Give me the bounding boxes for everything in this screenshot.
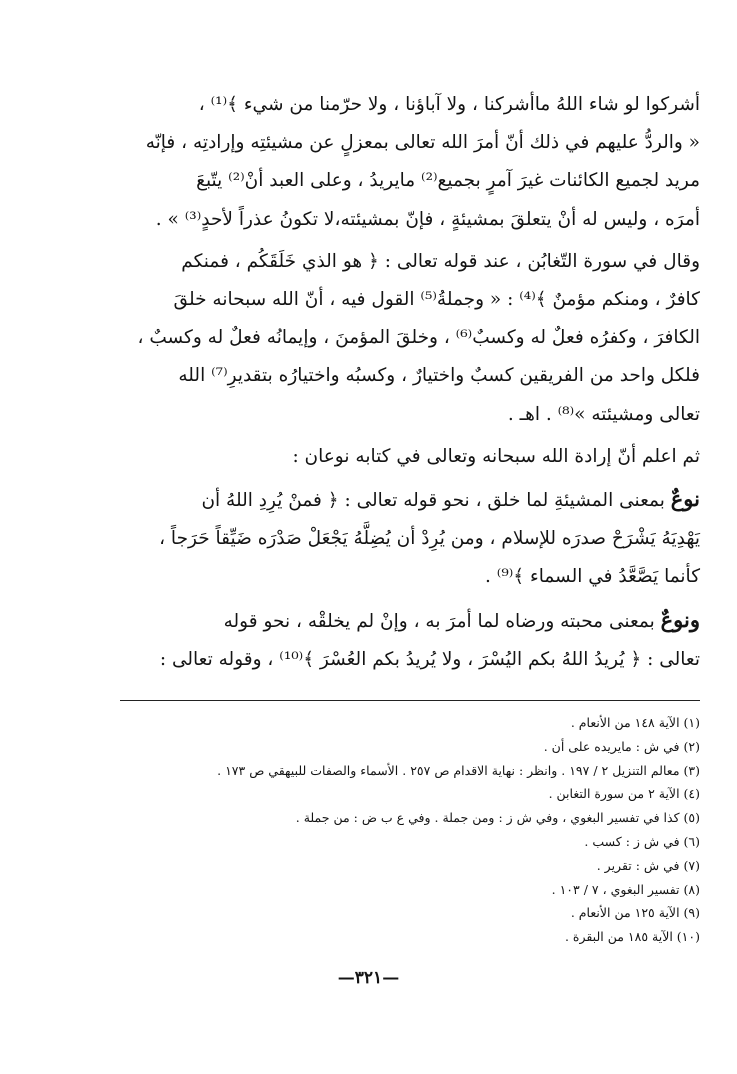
text-line: بمعنى المشيئةِ لما خلق ، نحو قوله تعالى : ﴿ فمنْ يُرِدِ اللهُ أن xyxy=(201,490,665,512)
text-line: كافرٌ ، ومنكم مؤمنٌ ﴾⁽⁴⁾ : « وجملةُ⁽⁵⁾ القول فيه ، أنّ الله سبحانه خلقَ xyxy=(173,289,700,311)
text-line: « والردُّ عليهم في ذلك أنّ أمرَ الله تعالى بمعزلٍ عن مشيئتِه وإرادتِه ، فإنّه xyxy=(145,132,700,154)
footnote: (٧) في ش : تقرير . xyxy=(596,857,700,873)
footnote-divider xyxy=(120,700,700,701)
text-line: أمرَه ، وليس له أنْ يتعلقَ بمشيئةٍ ، فإنّ بمشيئته،لا تكونُ عذراً لأحدٍ⁽³⁾ » . xyxy=(155,208,700,230)
paragraph-5 xyxy=(88,601,700,679)
paragraph-4 xyxy=(88,480,700,597)
paragraph-lead-word: نوعٌ xyxy=(670,486,700,512)
paragraph-3 xyxy=(88,438,700,476)
text-line: فلكل واحد من الفريقين كسبٌ واختيارٌ ، وكسبُه واختيارُه بتقديرِ⁽⁷⁾ الله xyxy=(178,365,700,387)
text-line: بمعنى محبته ورضاه لما أمرَ به ، وإنْ لم يخلقْه ، نحو قوله xyxy=(223,610,655,632)
main-text xyxy=(88,86,700,679)
paragraph-2 xyxy=(88,243,700,434)
page-number: —٣٢١— xyxy=(337,968,400,988)
footnote: (٤) الآية ٢ من سورة التغابن . xyxy=(548,786,700,802)
footnote: (٣) معالم التنزيل ٢ / ١٩٧ . وانظر : نهاية الاقدام ص ٢٥٧ . الأسماء والصفات للبيهقي ص ١٧٣ . xyxy=(217,762,700,778)
text-line: مريد لجميع الكائنات غيرَ آمرٍ بجميع⁽²⁾ مايريدُ ، وعلى العبد أنْ⁽²⁾ يتّبعَ xyxy=(196,170,700,192)
footnote: (٦) في ش ز : كسب . xyxy=(584,833,700,849)
text-line: تعالى ومشيئته »⁽⁸⁾ . اهـ . xyxy=(507,403,700,425)
paragraph-lead-word: ونوعٌ xyxy=(660,606,700,632)
text-line: كأنما يَصَّعَّدُ في السماء ﴾⁽⁹⁾ . xyxy=(485,566,700,588)
text-line: أشركوا لو شاء اللهُ ماأشركنا ، ولا آباؤنا ، ولا حرّمنا من شيء ﴾⁽¹⁾ ، xyxy=(198,94,700,115)
text-line: وقال في سورة التّغابُن ، عند قوله تعالى : ﴿ هو الذي خَلَقَكُم ، فمنكم xyxy=(181,250,700,272)
footnote: (١٠) الآية ١٨٥ من البقرة . xyxy=(564,929,700,945)
footnote: (٩) الآية ١٢٥ من الأنعام . xyxy=(570,905,700,921)
paragraph-1 xyxy=(88,86,700,239)
text-line: ثم اعلم أنّ إرادة الله سبحانه وتعالى في كتابه نوعان : xyxy=(292,445,700,467)
footnote: (٥) كذا في تفسير البغوي ، وفي ش ز : ومن جملة . وفي ع ب ض : من جملة . xyxy=(295,810,700,826)
text-line: الكافرَ ، وكفرُه فعلٌ له وكسبٌ⁽⁶⁾ ، وخلقَ المؤمنَ ، وإيمانُه فعلٌ له وكسبٌ ، xyxy=(137,327,700,349)
footnote: (١) الآية ١٤٨ من الأنعام . xyxy=(570,715,700,730)
footnote: (٢) في ش : مايريده على أن . xyxy=(543,738,700,754)
footnotes xyxy=(120,711,700,949)
text-line: يَهْدِيَهُ يَشْرَحْ صدرَه للإسلام ، ومن يُرِدْ أن يُضِلَّهُ يَجْعَلْ صَدْرَه ضَيِّقاً حَرَجاً ، xyxy=(159,528,700,550)
footnote: (٨) تفسير البغوي ، ٧ / ١٠٣ . xyxy=(551,881,700,897)
text-line: تعالى : ﴿ يُريدُ اللهُ بكم اليُسْرَ ، ولا يُريدُ بكم العُسْرَ ﴾⁽¹⁰⁾ ، وقوله تعالى : xyxy=(159,648,700,670)
